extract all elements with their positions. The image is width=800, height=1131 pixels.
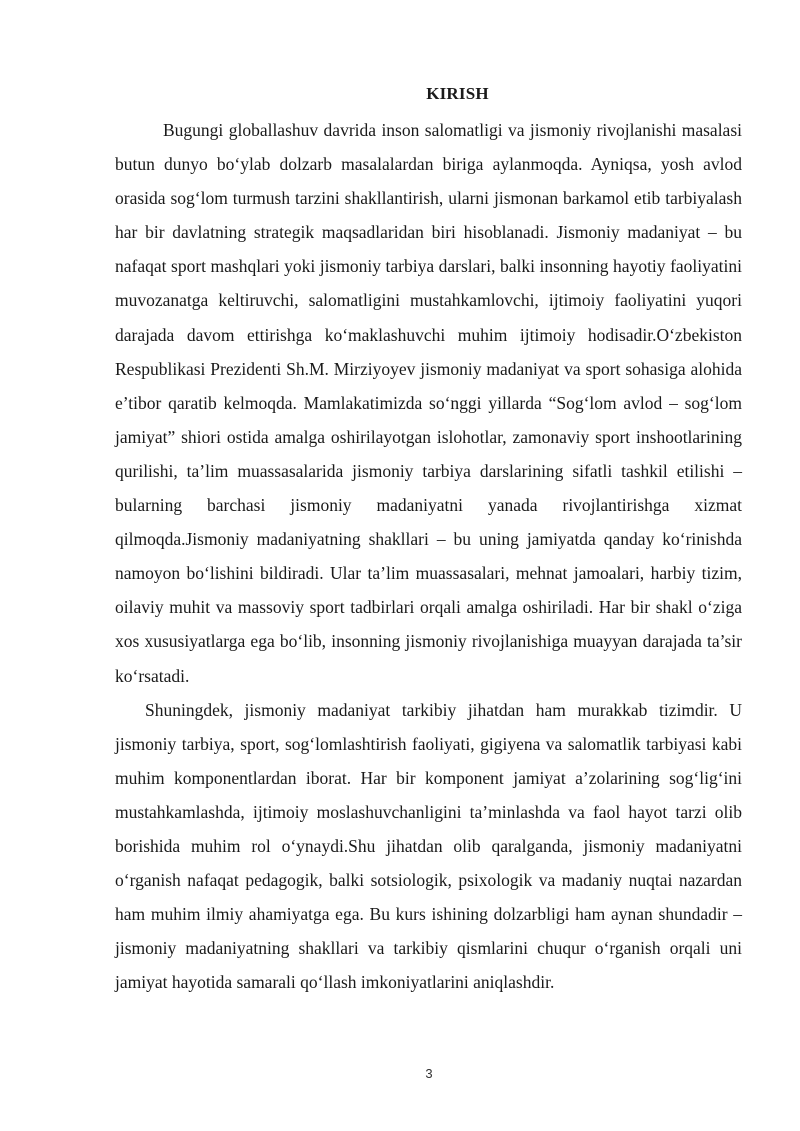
page-number: 3	[425, 1066, 433, 1081]
paragraph: Bugungi globallashuv davrida inson salomatligi va jismoniy rivojlanishi masalasi butun dunyo bo‘ylab dolzarb masalalardan biriga aylanmoqda. Ayniqsa, yosh avlod orasida sog‘lom turmush tarzini shakllantirish, ularni jismonan barkamol etib tarbiyalash har bir davlatning strategik maqsadlaridan biri hisoblanadi. Jismoniy madaniyat – bu nafaqat sport mashqlari yoki jismoniy tarbiya darslari, balki insonning hayotiy faoliyatini muvozanatga keltiruvchi, salomatligini mustahkamlovchi, ijtimoiy faoliyatini yuqori darajada davom ettirishga ko‘maklashuvchi muhim ijtimoiy hodisadir.O‘zbekiston Respublikasi Prezidenti Sh.M. Mirziyoyev jismoniy madaniyat va sport sohasiga alohida e’tibor qaratib kelmoqda. Mamlakatimizda so‘nggi yillarda “Sog‘lom avlod – sog‘lom jamiyat” shiori ostida amalga oshirilayotgan islohotlar, zamonaviy sport inshootlarining qurilishi, ta’lim muassasalarida jismoniy tarbiya darslarining sifatli tashkil etilishi – bularning barchasi jismoniy madaniyatni yanada rivojlantirishga xizmat qilmoqda.Jismoniy madaniyatning shakllari – bu uning jamiyatda qanday ko‘rinishda namoyon bo‘lishini bildiradi. Ular ta’lim muassasalari, mehnat jamoalari, harbiy tizim, oilaviy muhit va massoviy sport tadbirlari orqali amalga oshiriladi. Har bir shakl o‘ziga xos xususiyatlarga ega bo‘lib, insonning jismoniy rivojlanishiga muayyan darajada ta’sir ko‘rsatadi.	[115, 120, 742, 686]
body-text	[115, 113, 742, 999]
section-heading: KIRISH	[426, 84, 489, 103]
paragraph: Shuningdek, jismoniy madaniyat tarkibiy jihatdan ham murakkab tizimdir. U jismoniy tarbiya, sport, sog‘lomlashtirish faoliyati, gigiyena va salomatlik tarbiyasi kabi muhim komponentlardan iborat. Har bir komponent jamiyat a’zolarining sog‘lig‘ini mustahkamlashda, ijtimoiy moslashuvchanligini ta’minlashda va faol hayot tarzi olib borishida muhim rol o‘ynaydi.Shu jihatdan olib qaralganda, jismoniy madaniyatni o‘rganish nafaqat pedagogik, balki sotsiologik, psixologik va madaniy nuqtai nazardan ham muhim ilmiy ahamiyatga ega. Bu kurs ishining dolzarbligi ham aynan shundadir – jismoniy madaniyatning shakllari va tarkibiy qismlarini chuqur o‘rganish orqali uni jamiyat hayotida samarali qo‘llash imkoniyatlarini aniqlashdir.	[115, 699, 742, 993]
